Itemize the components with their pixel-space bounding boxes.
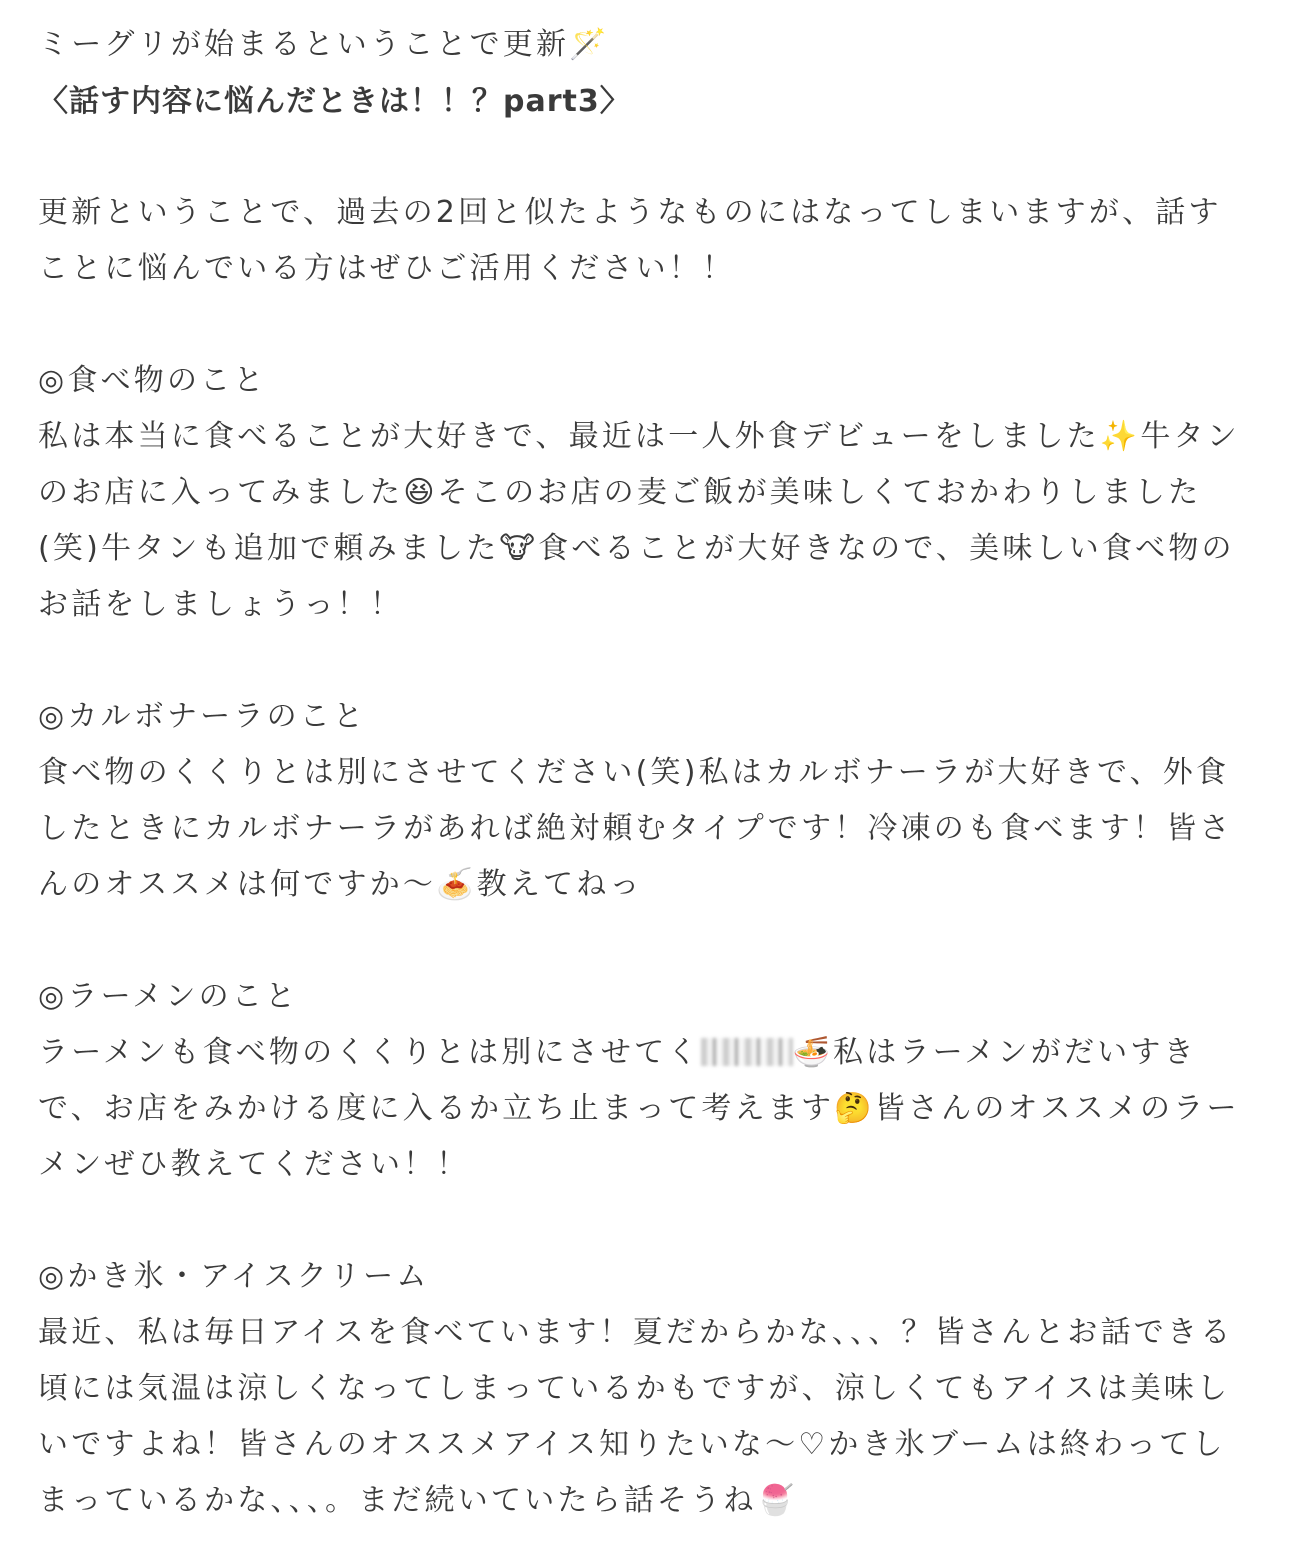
paragraph-line: まっているかな、、、。まだ続いていたら話そうね🍧	[38, 1483, 798, 1518]
section-heading-carbonara: ◎カルボナーラのこと	[38, 699, 367, 734]
post-title: 〈話す内容に悩んだときは！！？part3〉	[38, 84, 631, 119]
blurred-redaction	[701, 1038, 793, 1066]
paragraph-line: お話をしましょうっ！！	[38, 587, 404, 622]
section-heading-ramen: ◎ラーメンのこと	[38, 979, 299, 1014]
intro-line: ミーグリが始まるということで更新🪄	[38, 27, 610, 62]
lead-line: 更新ということで、過去の2回と似たようなものにはなってしまいますが、話す	[38, 195, 1222, 230]
section-heading-shaved-ice: ◎かき氷・アイスクリーム	[38, 1259, 430, 1294]
paragraph-line: のお店に入ってみました😆そこのお店の麦ご飯が美味しくておかわりしました	[38, 475, 1202, 510]
paragraph-line: 私は本当に食べることが大好きで、最近は一人外食デビューをしました✨牛タン	[38, 419, 1240, 454]
paragraph-line: んのオススメは何ですか〜🍝教えてねっ	[38, 867, 643, 902]
paragraph-line: メンぜひ教えてください！！	[38, 1147, 470, 1182]
paragraph-line: で、お店をみかける度に入るか立ち止まって考えます🤔皆さんのオススメのラー	[38, 1091, 1240, 1126]
paragraph-line: いですよね！皆さんのオススメアイス知りたいな〜♡かき氷ブームは終わってし	[38, 1427, 1226, 1462]
paragraph-line	[38, 1033, 1278, 1073]
paragraph-line: 最近、私は毎日アイスを食べています！夏だからかな、、、？皆さんとお話できる	[38, 1315, 1234, 1350]
section-heading-food: ◎食べ物のこと	[38, 363, 267, 398]
text-segment: 🍜私はラーメンがだいすき	[792, 1035, 1197, 1070]
text-segment: ラーメンも食べ物のくくりとは別にさせてく	[38, 1035, 701, 1070]
paragraph-line: 頃には気温は涼しくなってしまっているかもですが、涼しくてもアイスは美味し	[38, 1371, 1231, 1406]
paragraph-line: (笑)牛タンも追加で頼みました🐮食べることが大好きなので、美味しい食べ物の	[38, 531, 1235, 566]
paragraph-line: 食べ物のくくりとは別にさせてください(笑)私はカルボナーラが大好きで、外食	[38, 755, 1230, 790]
lead-line: ことに悩んでいる方はぜひご活用ください！！	[38, 251, 736, 286]
paragraph-line: したときにカルボナーラがあれば絶対頼むタイプです！冷凍のも食べます！皆さ	[38, 811, 1233, 846]
